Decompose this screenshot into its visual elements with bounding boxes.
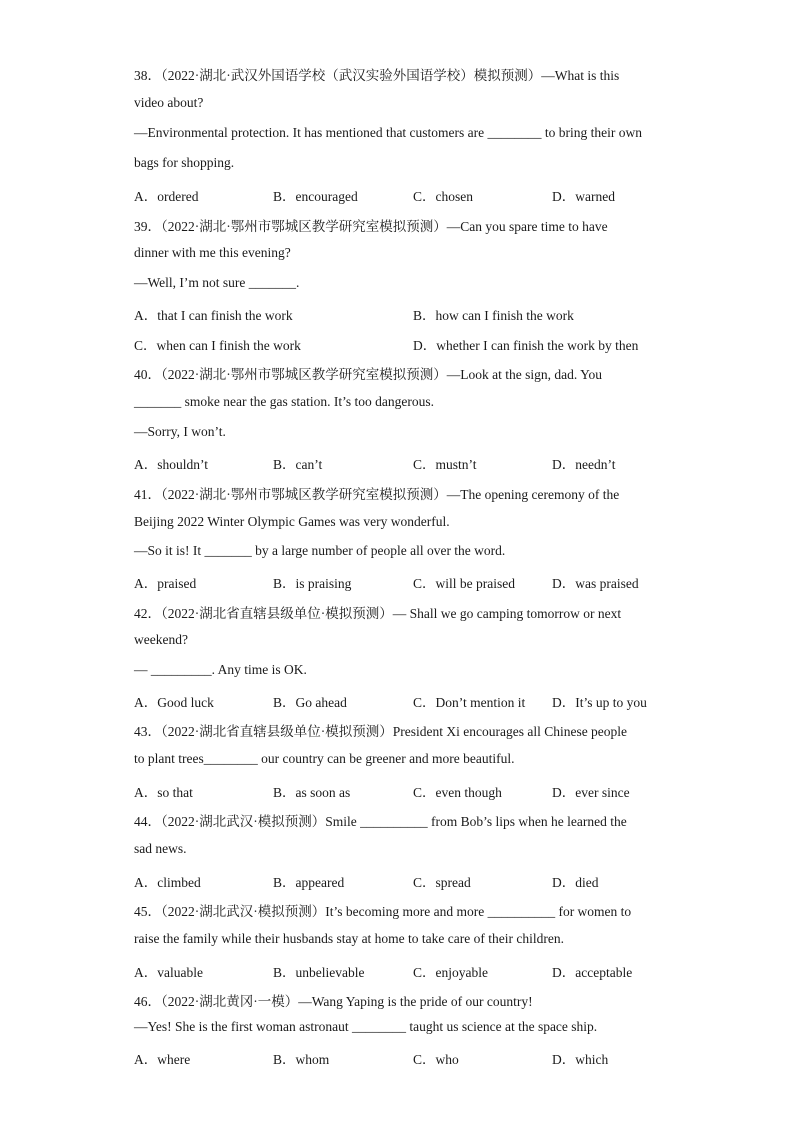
question-38-option-c: C．chosen xyxy=(413,189,473,204)
question-41-option-d: D．was praised xyxy=(552,576,639,591)
question-43-line-2: to plant trees________ our country can be greener and more beautiful. xyxy=(134,751,515,766)
question-44-line-1: 44．（2022·湖北武汉·模拟预测）Smile __________ from Bob’s lips when he learned the xyxy=(134,814,627,829)
question-45-option-c: C．enjoyable xyxy=(413,965,488,980)
question-44-option-c: C．spread xyxy=(413,875,471,890)
question-41-option-a: A．praised xyxy=(134,576,197,591)
question-42-line-3: — _________. Any time is OK. xyxy=(134,662,307,677)
question-40-option-c: C．mustn’t xyxy=(413,457,477,472)
question-42-line-2: weekend? xyxy=(134,632,188,647)
question-40-option-b: B．can’t xyxy=(273,457,323,472)
question-42-option-a: A．Good luck xyxy=(134,695,214,710)
question-38-line-2: video about? xyxy=(134,95,204,110)
question-44-option-b: B．appeared xyxy=(273,875,345,890)
question-45-line-1: 45．（2022·湖北武汉·模拟预测）It’s becoming more and more __________ for women to xyxy=(134,904,632,919)
question-43-option-b: B．as soon as xyxy=(273,785,351,800)
question-39-line-3: —Well, I’m not sure _______. xyxy=(134,275,300,290)
question-41-line-2: Beijing 2022 Winter Olympic Games was very wonderful. xyxy=(134,514,450,529)
question-46-option-c: C．who xyxy=(413,1052,459,1067)
question-43-line-1: 43．（2022·湖北省直辖县级单位·模拟预测）President Xi encourages all Chinese people xyxy=(134,724,628,739)
question-38-line-3: —Environmental protection. It has mentioned that customers are ________ to bring their own xyxy=(134,125,643,140)
question-38-option-b: B．encouraged xyxy=(273,189,358,204)
question-43-option-a: A．so that xyxy=(134,785,193,800)
question-46-line-2: —Yes! She is the first woman astronaut ________ taught us science at the space ship. xyxy=(134,1019,598,1034)
question-40-option-d: D．needn’t xyxy=(552,457,616,472)
question-42-line-1: 42．（2022·湖北省直辖县级单位·模拟预测）— Shall we go camping tomorrow or next xyxy=(134,606,622,621)
question-45-option-d: D．acceptable xyxy=(552,965,633,980)
question-41-option-c: C．will be praised xyxy=(413,576,515,591)
question-46-line-1: 46．（2022·湖北黄冈·一模）—Wang Yaping is the pride of our country! xyxy=(134,994,533,1009)
question-44-line-2: sad news. xyxy=(134,841,187,856)
question-42-option-b: B．Go ahead xyxy=(273,695,347,710)
question-43-option-c: C．even though xyxy=(413,785,502,800)
question-39-line-2: dinner with me this evening? xyxy=(134,245,291,260)
question-38-line-4: bags for shopping. xyxy=(134,155,235,170)
question-40-option-a: A．shouldn’t xyxy=(134,457,209,472)
question-39-option-d: D．whether I can finish the work by then xyxy=(413,338,639,353)
question-41-line-3: —So it is! It _______ by a large number of people all over the word. xyxy=(134,543,506,558)
question-39-line-1: 39．（2022·湖北·鄂州市鄂城区教学研究室模拟预测）—Can you spare time to have xyxy=(134,219,608,234)
question-42-option-d: D．It’s up to you xyxy=(552,695,647,710)
question-38-option-a: A．ordered xyxy=(134,189,199,204)
question-40-line-3: —Sorry, I won’t. xyxy=(134,424,226,439)
question-43-option-d: D．ever since xyxy=(552,785,630,800)
question-46-option-b: B．whom xyxy=(273,1052,330,1067)
question-41-line-1: 41．（2022·湖北·鄂州市鄂城区教学研究室模拟预测）—The opening ceremony of the xyxy=(134,487,620,502)
question-41-option-b: B．is praising xyxy=(273,576,352,591)
question-38-line-1: 38．（2022·湖北·武汉外国语学校（武汉实验外国语学校）模拟预测）—What is this xyxy=(134,68,620,83)
question-46-option-a: A．where xyxy=(134,1052,191,1067)
question-38-option-d: D．warned xyxy=(552,189,615,204)
question-40-line-2: _______ smoke near the gas station. It’s too dangerous. xyxy=(134,394,434,409)
question-42-option-c: C．Don’t mention it xyxy=(413,695,526,710)
question-39-option-c: C．when can I finish the work xyxy=(134,338,301,353)
question-44-option-a: A．climbed xyxy=(134,875,201,890)
question-39-option-a: A．that I can finish the work xyxy=(134,308,293,323)
question-45-line-2: raise the family while their husbands stay at home to take care of their children. xyxy=(134,931,564,946)
question-45-option-a: A．valuable xyxy=(134,965,203,980)
question-40-line-1: 40．（2022·湖北·鄂州市鄂城区教学研究室模拟预测）—Look at the sign, dad. You xyxy=(134,367,602,382)
question-46-option-d: D．which xyxy=(552,1052,609,1067)
question-39-option-b: B．how can I finish the work xyxy=(413,308,574,323)
question-45-option-b: B．unbelievable xyxy=(273,965,365,980)
question-44-option-d: D．died xyxy=(552,875,599,890)
